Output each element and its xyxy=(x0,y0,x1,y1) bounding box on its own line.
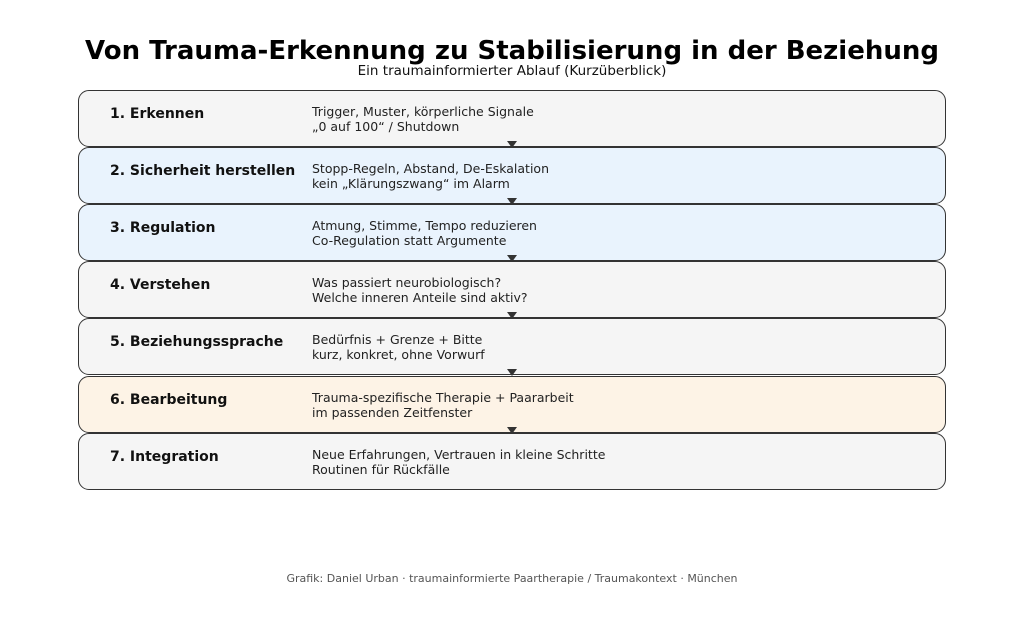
step-description-line: kurz, konkret, ohne Vorwurf xyxy=(312,347,485,362)
footer-credit: Grafik: Daniel Urban · traumainformierte Paartherapie / Traumakontext · München xyxy=(286,572,738,585)
step-description-line: Trauma-spezifische Therapie + Paararbeit xyxy=(312,390,574,405)
step-box xyxy=(78,90,946,147)
step-description-line: im passenden Zeitfenster xyxy=(312,405,473,420)
diagram-title: Von Trauma-Erkennung zu Stabilisierung in der Beziehung xyxy=(85,36,939,66)
step-description-line: Neue Erfahrungen, Vertrauen in kleine Schritte xyxy=(312,447,606,462)
step-box xyxy=(78,261,946,318)
step-label: 3. Regulation xyxy=(110,220,216,236)
step-description xyxy=(312,390,574,420)
step-description-line: kein „Klärungszwang“ im Alarm xyxy=(312,176,510,191)
step-description xyxy=(312,104,534,134)
step-description xyxy=(312,332,485,362)
step-box xyxy=(78,204,946,261)
step-box xyxy=(78,147,946,204)
step-label: 6. Bearbeitung xyxy=(110,392,228,408)
step-description-line: Was passiert neurobiologisch? xyxy=(312,275,502,290)
step-description-line: Co-Regulation statt Argumente xyxy=(312,233,507,248)
arrow-down-icon xyxy=(507,369,517,376)
step-box xyxy=(78,433,946,490)
step-description-line: Routinen für Rückfälle xyxy=(312,462,450,477)
step-description xyxy=(312,218,537,248)
step-description-line: Atmung, Stimme, Tempo reduzieren xyxy=(312,218,537,233)
step-label: 2. Sicherheit herstellen xyxy=(110,163,296,179)
step-description-line: Bedürfnis + Grenze + Bitte xyxy=(312,332,483,347)
step-description-line: Stopp-Regeln, Abstand, De-Eskalation xyxy=(312,161,549,176)
step-description-line: Trigger, Muster, körperliche Signale xyxy=(312,104,534,119)
step-box xyxy=(78,318,946,375)
step-label: 1. Erkennen xyxy=(110,106,205,122)
step-label: 7. Integration xyxy=(110,449,219,465)
step-description xyxy=(312,447,605,477)
step-label: 5. Beziehungssprache xyxy=(110,334,284,350)
step-description-line: Welche inneren Anteile sind aktiv? xyxy=(312,290,528,305)
step-description xyxy=(312,161,549,191)
step-description xyxy=(312,275,528,305)
diagram-subtitle: Ein traumainformierter Ablauf (Kurzüberblick) xyxy=(357,63,667,79)
step-label: 4. Verstehen xyxy=(110,277,211,293)
step-box xyxy=(78,376,946,433)
step-description-line: „0 auf 100“ / Shutdown xyxy=(312,119,460,134)
